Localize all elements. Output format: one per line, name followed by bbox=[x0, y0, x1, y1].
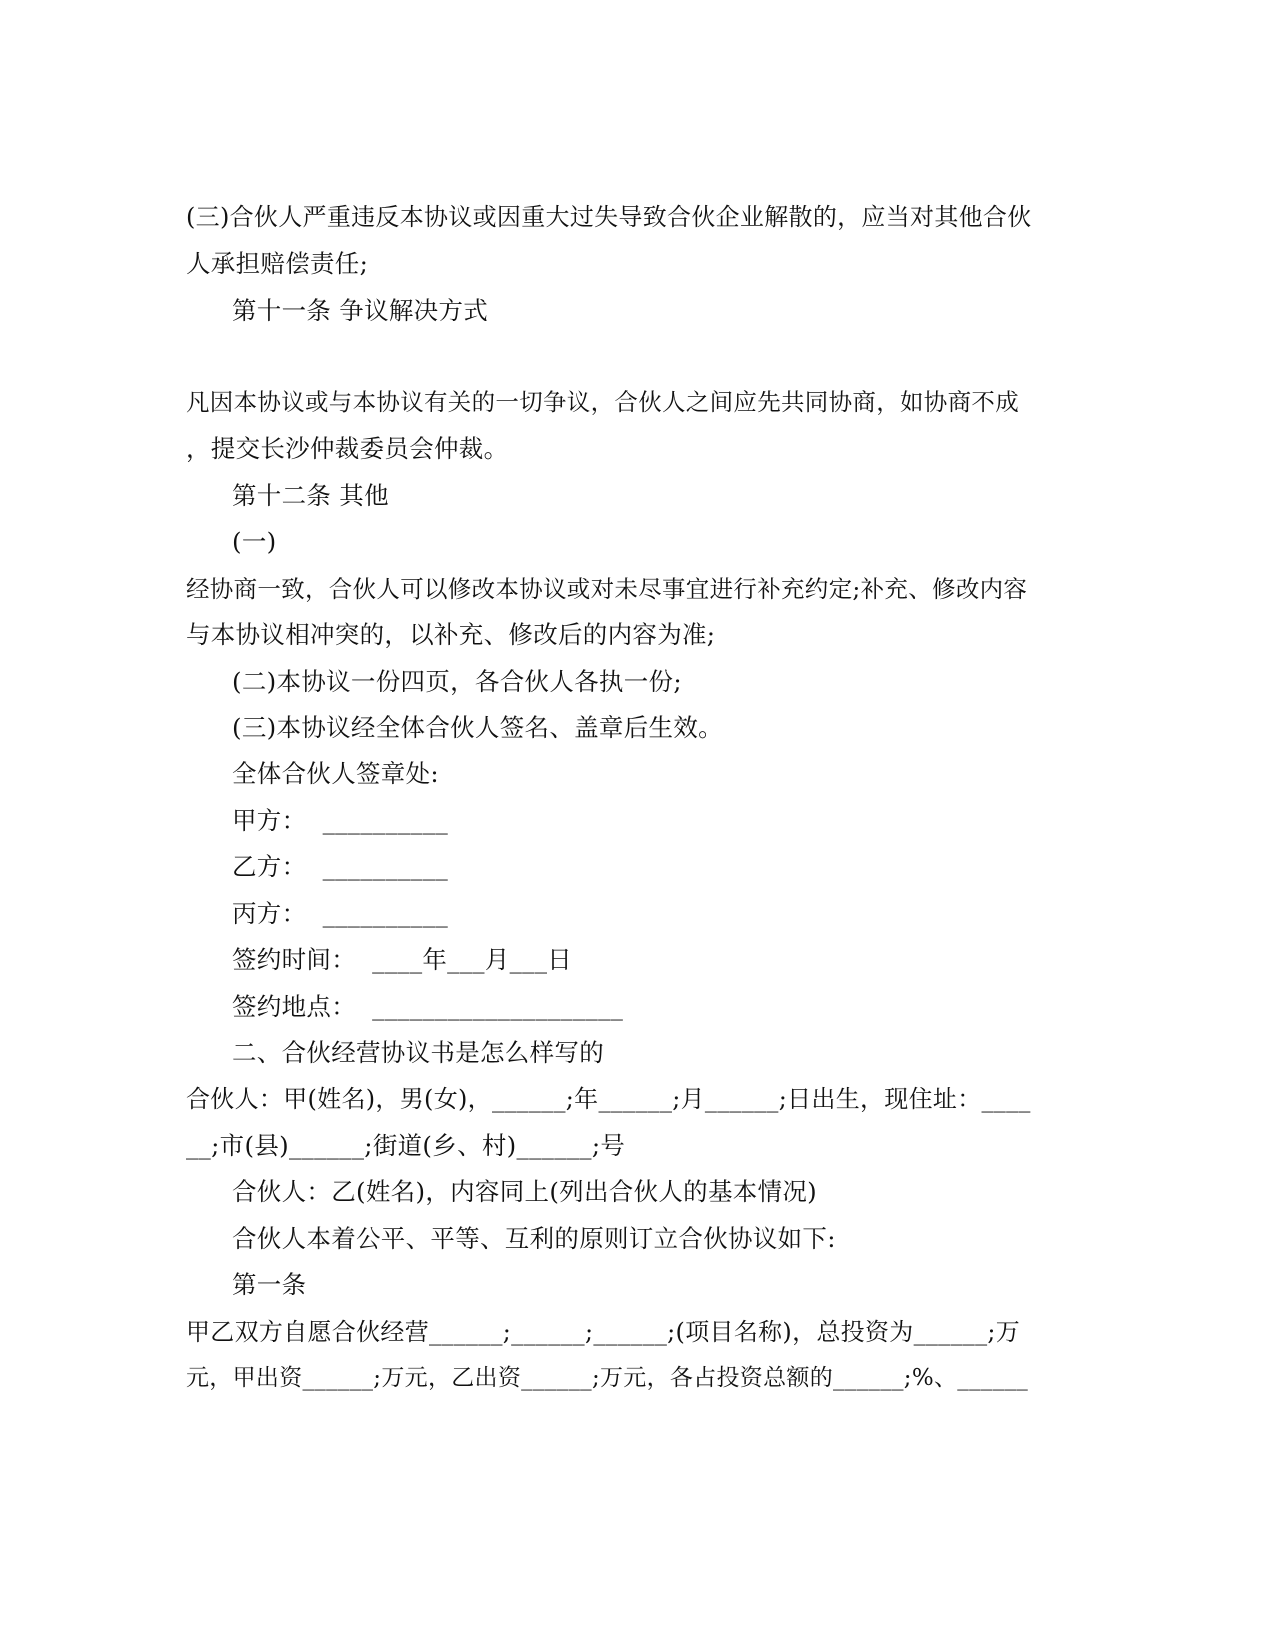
paragraph-line: 合伙人本着公平、平等、互利的原则订立合伙协议如下: bbox=[232, 1224, 836, 1253]
paragraph-line: 元，甲出资______;万元，乙出资______;万元，各占投资总额的______;%、______ bbox=[186, 1365, 1029, 1391]
paragraph-line: (三)合伙人严重违反本协议或因重大过失导致合伙企业解散的，应当对其他合伙 bbox=[186, 203, 1032, 231]
signing-place: 签约地点： ____________________ bbox=[232, 992, 624, 1021]
section-heading: 第十二条 其他 bbox=[232, 481, 389, 510]
paragraph-line: 甲乙双方自愿合伙经营______;______;______;(项目名称)，总投资为______;万 bbox=[186, 1318, 1021, 1346]
paragraph-line: 经协商一致，合伙人可以修改本协议或对未尽事宜进行补充约定;补充、修改内容 bbox=[186, 575, 1028, 603]
paragraph-line: 与本协议相冲突的，以补充、修改后的内容为准; bbox=[186, 620, 716, 649]
signature-party-a: 甲方： __________ bbox=[232, 806, 449, 835]
list-item: (三)本协议经全体合伙人签名、盖章后生效。 bbox=[232, 713, 723, 742]
signature-heading: 全体合伙人签章处: bbox=[232, 759, 439, 788]
paragraph-line: ，提交长沙仲裁委员会仲裁。 bbox=[186, 434, 509, 463]
paragraph-line: 合伙人：甲(姓名)，男(女)，______;年______;月______;日出生，现住址：____ bbox=[186, 1085, 1031, 1113]
section-heading: 二、合伙经营协议书是怎么样写的 bbox=[232, 1038, 604, 1067]
list-item: (二)本协议一份四页，各合伙人各执一份; bbox=[232, 667, 682, 696]
signature-party-c: 丙方： __________ bbox=[232, 899, 449, 928]
paragraph-line: 合伙人：乙(姓名)，内容同上(列出合伙人的基本情况) bbox=[232, 1177, 818, 1206]
signature-party-b: 乙方： __________ bbox=[232, 852, 449, 881]
section-heading: 第一条 bbox=[232, 1270, 307, 1299]
signing-date: 签约时间： ____年___月___日 bbox=[232, 945, 573, 974]
paragraph-line: 凡因本协议或与本协议有关的一切争议，合伙人之间应先共同协商，如协商不成 bbox=[186, 388, 1019, 416]
paragraph-line: __;市(县)______;街道(乡、村)______;号 bbox=[186, 1131, 626, 1160]
section-heading: 第十一条 争议解决方式 bbox=[232, 296, 489, 325]
paragraph-line: 人承担赔偿责任; bbox=[186, 249, 369, 278]
list-marker: (一) bbox=[232, 527, 277, 556]
